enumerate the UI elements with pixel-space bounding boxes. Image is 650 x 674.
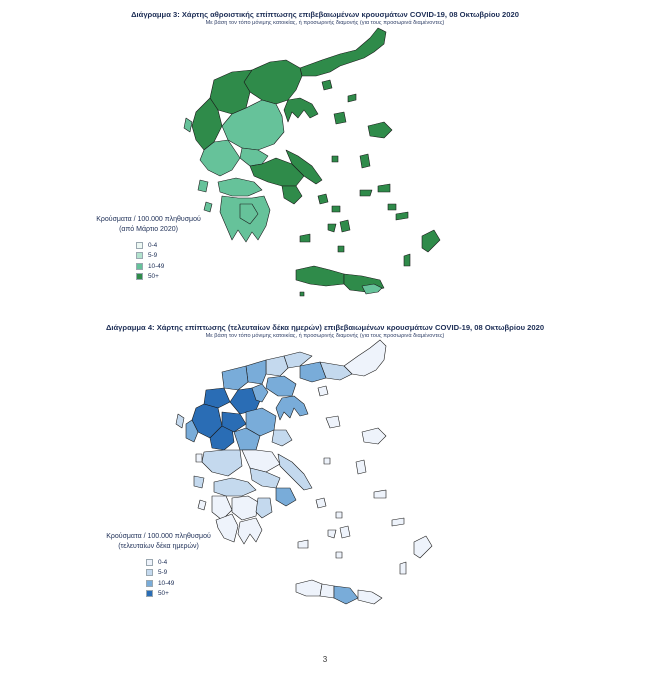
legend-label: 5-9: [158, 569, 168, 577]
legend-swatch: [146, 590, 153, 597]
map-region-thrace: [300, 28, 386, 76]
map-region-florina: [222, 366, 248, 390]
legend-item: [146, 589, 231, 600]
legend-swatch: [136, 263, 143, 270]
map-region-laconia: [238, 518, 262, 544]
page-number: 3: [322, 655, 328, 664]
map-island-skyros: [332, 156, 338, 162]
map-island-mykonos: [336, 512, 342, 518]
legend-title: Κρούσματα / 100.000 πληθυσμού: [106, 533, 211, 540]
map-region-lasithi: [358, 590, 382, 604]
map-island-milos: [300, 234, 310, 242]
map-island-ikaria: [360, 190, 372, 196]
legend-subtitle: (τελευταίων δέκα ημερών): [118, 543, 199, 550]
legend-item: [136, 251, 221, 262]
map-region-pella: [246, 360, 266, 384]
legend-swatch: [146, 580, 153, 587]
map-island-paros: [328, 224, 336, 232]
map-island-gavdos: [300, 292, 304, 296]
map-region-serres: [266, 356, 288, 376]
legend-item: [146, 578, 231, 589]
map-island-andros: [316, 498, 326, 508]
legend-item: [136, 240, 221, 251]
map-island-karpathos: [404, 254, 410, 266]
map-region-argolida: [256, 498, 272, 518]
map-island-samos: [378, 184, 390, 192]
map-island-corfu: [184, 118, 192, 132]
map-region-crete-west: [296, 266, 344, 286]
map-region-aetolia: [202, 450, 242, 476]
legend-label: 10-49: [148, 262, 165, 270]
map-region-rethymno: [320, 584, 334, 598]
map-island-lefkada: [196, 454, 202, 462]
legend-item: [136, 261, 221, 272]
map-region-achaia: [218, 178, 262, 196]
legend-title: Κρούσματα / 100.000 πληθυσμού: [96, 216, 201, 223]
map-island-paros: [328, 530, 336, 538]
legend-swatch: [136, 252, 143, 259]
map-island-rhodes: [422, 230, 440, 252]
legend-item: [146, 557, 231, 568]
map-region-arcadia: [232, 496, 258, 520]
map-island-corfu: [176, 414, 184, 428]
map-island-zakynthos: [204, 202, 212, 212]
map-island-zakynthos: [198, 500, 206, 510]
map-region-chania: [296, 580, 322, 596]
legend-swatch: [136, 273, 143, 280]
legend-swatch: [146, 559, 153, 566]
map-island-kos: [396, 212, 408, 220]
map-island-lesvos: [368, 122, 392, 138]
map-region-chalkidiki: [284, 98, 318, 122]
legend-item: [136, 272, 221, 283]
map-island-kefalonia: [194, 476, 204, 488]
figure-4-subtitle: Με βάση τον τόπο μόνιμης κατοικίας, ή προσωρινής διαμονής (για τους προσωρινά διαμένοντες): [205, 333, 445, 339]
legend-label: 5-9: [148, 252, 158, 260]
legend-ten-day: [86, 532, 231, 599]
legend-label: 0-4: [158, 558, 168, 566]
legend-label: 0-4: [148, 241, 158, 249]
legend-label: 50+: [158, 590, 169, 598]
legend-swatch: [146, 569, 153, 576]
map-region-attica: [282, 186, 302, 204]
map-region-achaia: [214, 478, 256, 496]
figure-3-subtitle: Με βάση τον τόπο μόνιμης κατοικίας, ή προσωρινής διαμονής (για τους προσωρινά διαμένοντες): [205, 20, 445, 26]
legend-subtitle: (από Μάρτιο 2020): [119, 226, 178, 233]
map-island-chios: [360, 154, 370, 168]
map-region-phthiotis: [242, 450, 280, 472]
map-island-samothrace: [348, 94, 356, 102]
map-island-naxos: [340, 220, 350, 232]
map-island-lemnos: [334, 112, 346, 124]
map-region-thessaloniki: [266, 376, 296, 396]
map-island-samos: [374, 490, 386, 498]
map-island-kos: [392, 518, 404, 526]
legend-item: [146, 568, 231, 579]
map-island-andros: [318, 194, 328, 204]
map-region-attica: [276, 488, 296, 506]
figure-3-cumulative-incidence: [0, 0, 650, 305]
figure-4-ten-day-incidence: [0, 316, 650, 616]
map-island-lesvos: [362, 428, 386, 444]
map-island-naxos: [340, 526, 350, 538]
map-island-chios: [356, 460, 366, 474]
legend-label: 50+: [148, 273, 159, 281]
map-island-thasos: [322, 80, 332, 90]
map-island-tinos: [332, 206, 340, 212]
map-region-heraklion: [334, 586, 358, 604]
map-island-milos: [298, 540, 308, 548]
map-island-kefalonia: [198, 180, 208, 192]
legend-cumulative: [76, 215, 221, 282]
map-island-rhodes: [414, 536, 432, 558]
map-island-santorini: [336, 552, 342, 558]
map-island-karpathos: [400, 562, 406, 574]
map-region-central-macedonia: [244, 60, 302, 104]
map-island-lemnos: [326, 416, 340, 428]
map-region-chalkidiki: [276, 396, 308, 420]
legend-swatch: [136, 242, 143, 249]
map-region-evia: [278, 454, 312, 490]
map-island-skyros: [324, 458, 330, 464]
map-region-evros: [344, 340, 386, 376]
figure-3-title: Διάγραμμα 3: Χάρτης αθροιστικής επίπτωσης επιβεβαιωμένων κρουσμάτων COVID-19, 08 Οκτωβρίου 2020: [131, 10, 519, 19]
map-island-kalymnos: [388, 204, 396, 210]
map-island-santorini: [338, 246, 344, 252]
figure-4-title: Διάγραμμα 4: Χάρτης επίπτωσης (τελευταίων δέκα ημερών) επιβεβαιωμένων κρουσμάτων COVID-19, 08 Οκτωβρίου 2020: [105, 323, 545, 332]
map-island-thasos: [318, 386, 328, 396]
legend-label: 10-49: [158, 579, 175, 587]
map-region-magnesia: [272, 430, 292, 446]
